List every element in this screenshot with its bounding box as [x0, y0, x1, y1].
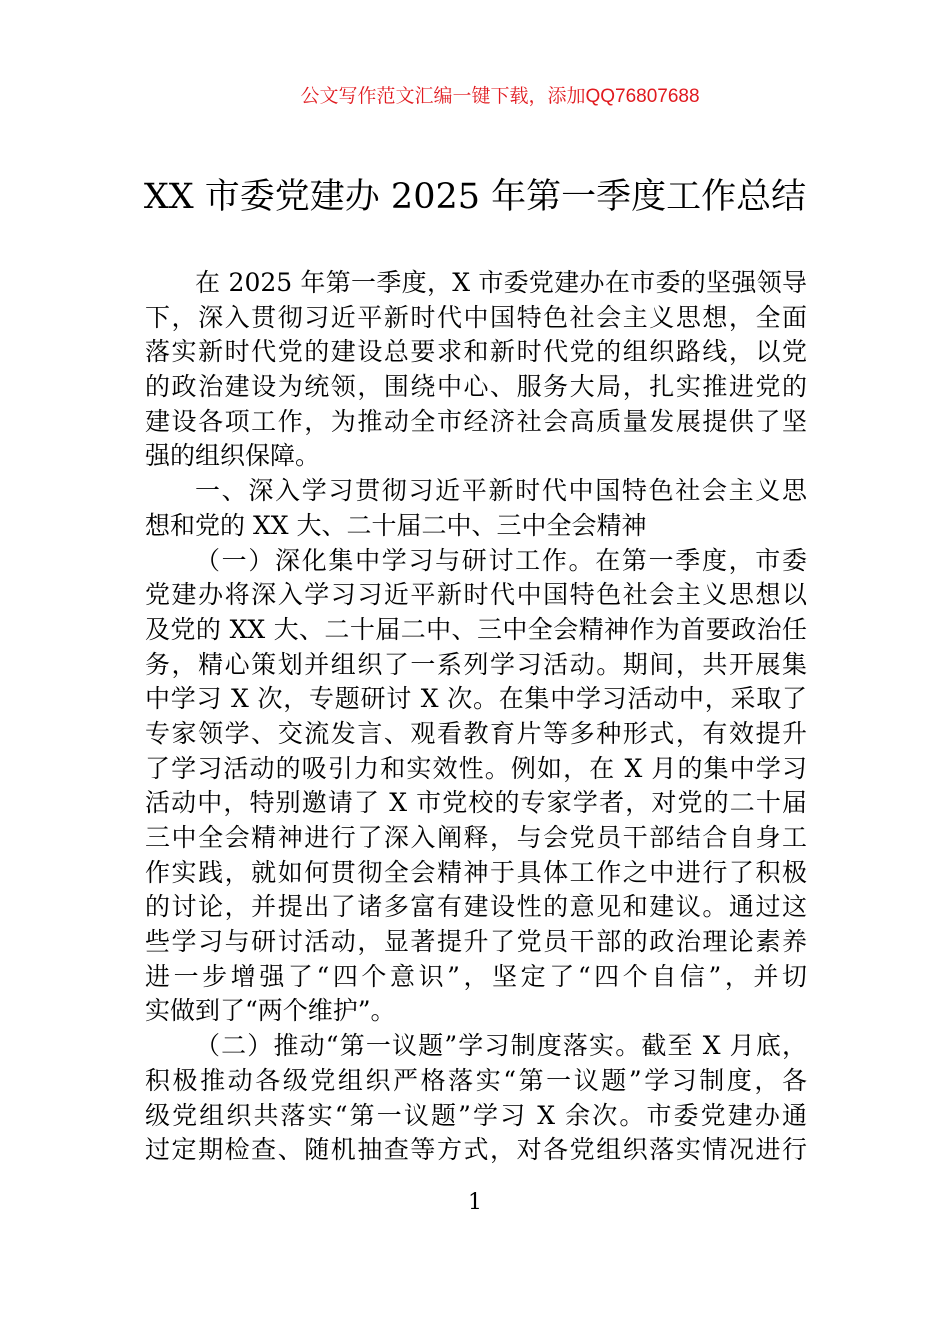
- text-line: 务，精心策划并组织了一系列学习活动。期间，共开展集: [145, 649, 807, 679]
- text-line: 强的组织保障。: [145, 441, 321, 471]
- text-line: 三中全会精神进行了深入阐释，与会党员干部结合自身工: [145, 823, 807, 852]
- text-line: 级党组织共落实“第一议题”学习 X 余次。市委党建办通: [145, 1100, 807, 1130]
- text-line: 中学习 X 次，专题研讨 X 次。在集中学习活动中，采取了: [145, 684, 807, 714]
- document-title: XX 市委党建办 2025 年第一季度工作总结: [143, 177, 807, 217]
- text-line: 了学习活动的吸引力和实效性。例如，在 X 月的集中学习: [145, 753, 807, 783]
- section-heading: [145, 474, 807, 543]
- text-line: 作实践，就如何贯彻全会精神于具体工作之中进行了积极: [145, 857, 807, 887]
- text-line: 积极推动各级党组织严格落实“第一议题”学习制度，各: [145, 1065, 807, 1095]
- text-line: 进一步增强了“四个意识”，坚定了“四个自信”，并切: [145, 961, 807, 991]
- text-line: 想和党的 XX 大、二十届二中、三中全会精神: [145, 510, 647, 540]
- text-line: 下，深入贯彻习近平新时代中国特色社会主义思想，全面: [145, 302, 807, 332]
- text-line: 及党的 XX 大、二十届二中、三中全会精神作为首要政治任: [145, 614, 807, 644]
- paragraph: [145, 544, 807, 1030]
- text-line: 建设各项工作，为推动全市经济社会高质量发展提供了坚: [145, 406, 807, 436]
- text-line: 党建办将深入学习习近平新时代中国特色社会主义思想以: [145, 580, 807, 610]
- text-line: 过定期检查、随机抽查等方式，对各党组织落实情况进行: [145, 1135, 807, 1165]
- download-banner: 公文写作范文汇编一键下载，添加QQ76807688: [300, 86, 700, 107]
- page-number: 1: [468, 1190, 482, 1215]
- document-body: [145, 266, 807, 1168]
- paragraph: [145, 1029, 807, 1168]
- text-line: （一）深化集中学习与研讨工作。在第一季度，市委: [195, 545, 807, 575]
- text-line: 活动中，特别邀请了 X 市党校的专家学者，对党的二十届: [145, 788, 807, 818]
- text-line: 实做到了“两个维护”。: [145, 996, 396, 1026]
- text-line: 一、深入学习贯彻习近平新时代中国特色社会主义思: [195, 476, 807, 506]
- text-line: 的政治建设为统领，围绕中心、服务大局，扎实推进党的: [145, 372, 807, 402]
- text-line: 的讨论，并提出了诸多富有建设性的意见和建议。通过这: [145, 892, 807, 922]
- text-line: 专家领学、交流发言、观看教育片等多种形式，有效提升: [145, 718, 807, 748]
- text-line: （二）推动“第一议题”学习制度落实。截至 X 月底，: [195, 1031, 807, 1061]
- text-line: 些学习与研讨活动，显著提升了党员干部的政治理论素养: [145, 927, 807, 957]
- text-line: 在 2025 年第一季度，X 市委党建办在市委的坚强领导: [195, 268, 807, 297]
- text-line: 落实新时代党的建设总要求和新时代党的组织路线，以党: [145, 337, 807, 367]
- paragraph: [145, 266, 807, 474]
